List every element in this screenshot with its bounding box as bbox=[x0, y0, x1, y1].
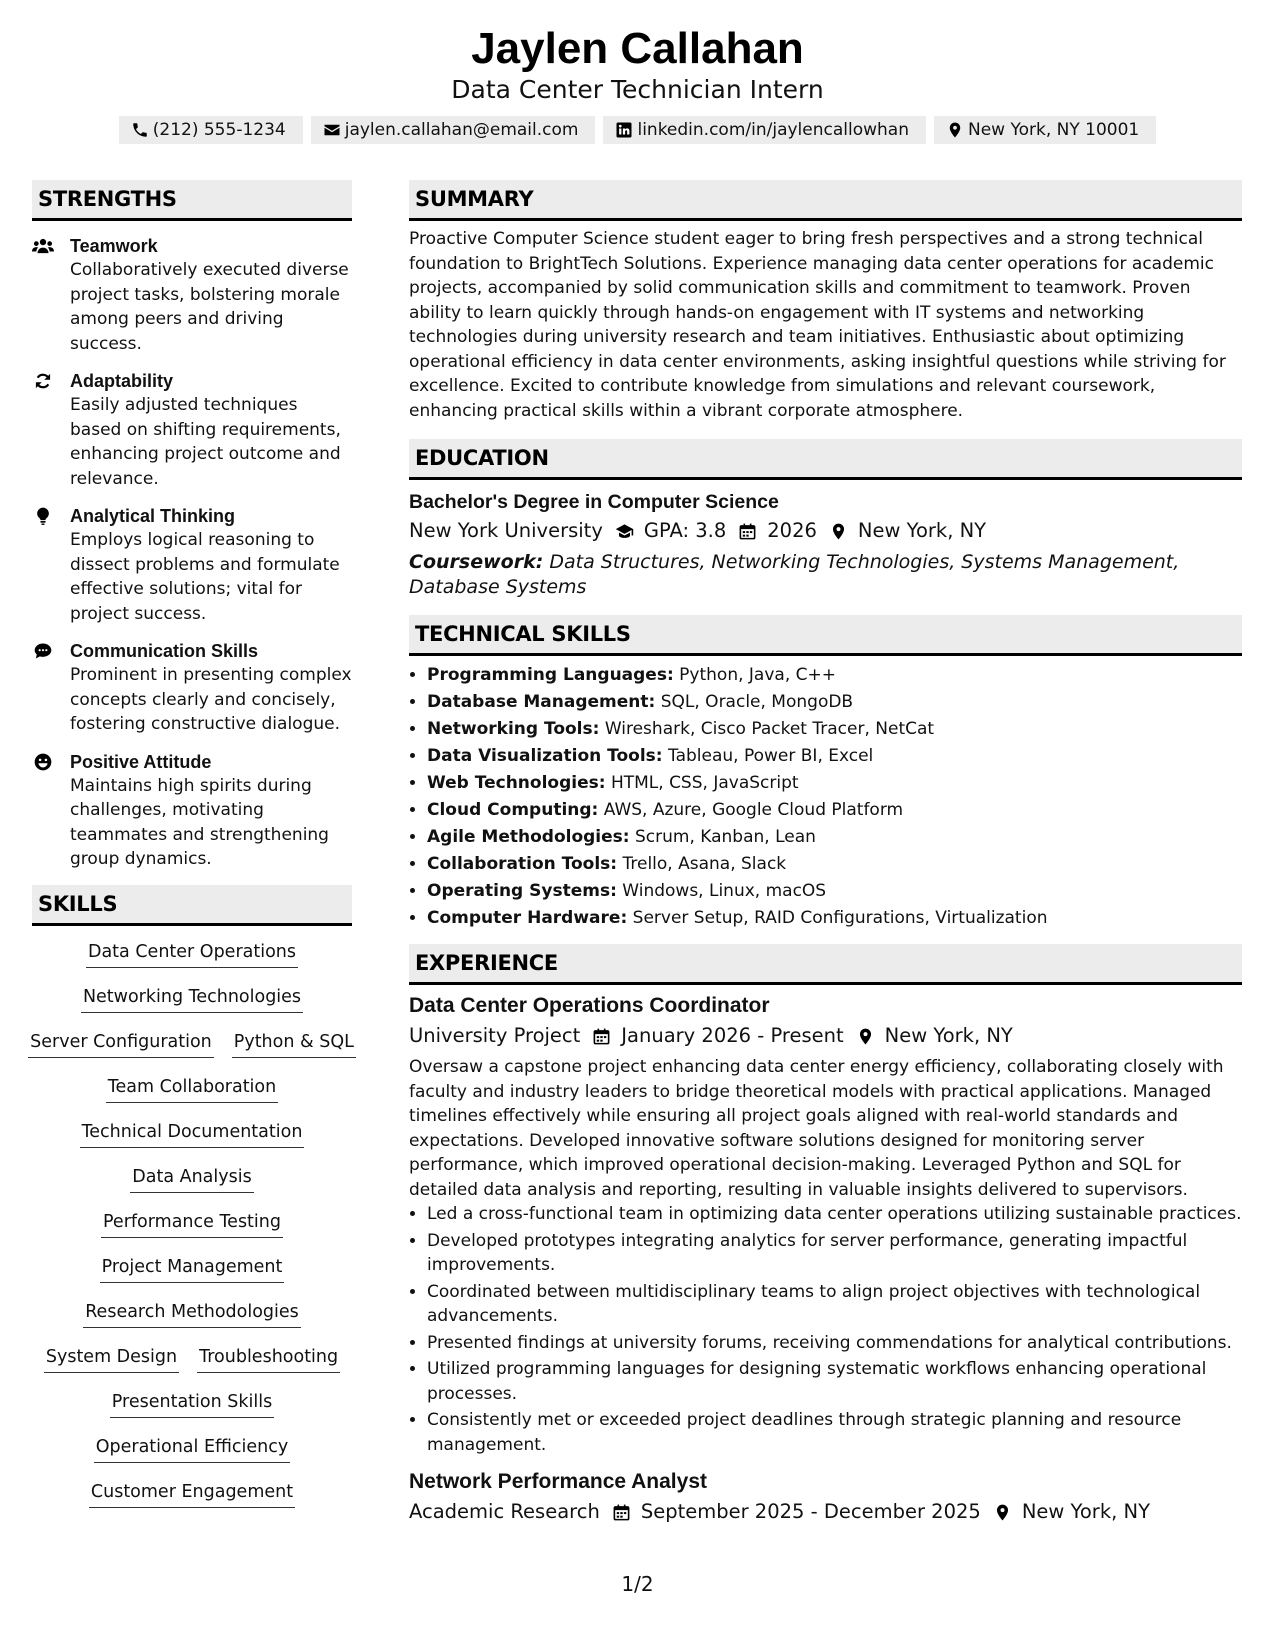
calendar-icon bbox=[612, 1503, 631, 1522]
list-item bbox=[427, 851, 1242, 878]
tech-skill-label: Agile Methodologies: bbox=[427, 827, 630, 847]
graduation-year: 2026 bbox=[767, 519, 817, 542]
refresh-icon bbox=[32, 371, 54, 391]
strength-desc: Collaboratively executed diverse project tasks, bolstering morale among peers and driving success. bbox=[70, 260, 349, 354]
envelope-icon bbox=[323, 121, 341, 139]
job-meta bbox=[409, 1021, 1242, 1051]
list-item bbox=[427, 878, 1242, 905]
job-org: Academic Research bbox=[409, 1500, 600, 1523]
skill-tag: Python & SQL bbox=[232, 1029, 356, 1058]
skills-list bbox=[32, 939, 352, 1524]
left-column bbox=[32, 180, 352, 1524]
skill-tag: Troubleshooting bbox=[197, 1344, 340, 1373]
job-bullets bbox=[409, 1202, 1242, 1457]
gpa: GPA: 3.8 bbox=[643, 519, 727, 542]
strength-title: Communication Skills bbox=[70, 641, 259, 661]
list-item bbox=[427, 689, 1242, 716]
tech-skill-value: HTML, CSS, JavaScript bbox=[610, 773, 799, 793]
map-pin-icon bbox=[856, 1027, 875, 1046]
tech-skill-value: AWS, Azure, Google Cloud Platform bbox=[603, 800, 904, 820]
skill-tag: Data Analysis bbox=[130, 1164, 253, 1193]
coursework bbox=[409, 550, 1242, 599]
list-item: • Consistently met or exceeded project deadlines through strategic planning and resource management. bbox=[427, 1408, 1242, 1457]
list-item: • Utilized programming languages for designing systematic workflows enhancing operational processes. bbox=[427, 1357, 1242, 1406]
job-description: Oversaw a capstone project enhancing data center energy efficiency, collaborating closely with faculty and industry leaders to bridge theoretical models with practical applications. Managed timelines effectively while ensuring all project goals aligned with real-world standards and expectations. Developed innovative software solutions designed for monitoring server performance, which improved operational decision-making. Leveraged Python and SQL for detailed data analysis and reporting, resulting in valuable insights delivered to supervisors. bbox=[409, 1057, 1224, 1200]
education-location: New York, NY bbox=[857, 519, 987, 542]
skill-tag: Operational Efficiency bbox=[94, 1434, 291, 1463]
tech-skill-value: Scrum, Kanban, Lean bbox=[635, 827, 816, 847]
list-item bbox=[427, 716, 1242, 743]
phone-text: (212) 555-1234 bbox=[152, 120, 286, 140]
list-item bbox=[427, 770, 1242, 797]
email-text: jaylen.callahan@email.com bbox=[344, 120, 579, 140]
skill-tag: Project Management bbox=[100, 1254, 285, 1283]
strengths-list bbox=[32, 234, 352, 872]
tech-skill-value: Windows, Linux, macOS bbox=[622, 881, 827, 901]
lightbulb-icon bbox=[32, 506, 54, 526]
linkedin-text: linkedin.com/in/jaylencallowhan bbox=[637, 120, 909, 140]
contact-phone bbox=[119, 116, 303, 144]
job-meta bbox=[409, 1497, 1242, 1527]
list-item: • Led a cross-functional team in optimizing data center operations utilizing sustainable practices. bbox=[427, 1202, 1242, 1227]
technical-skills-heading: TECHNICAL SKILLS bbox=[409, 615, 1242, 656]
summary-text: Proactive Computer Science student eager to bring fresh perspectives and a strong technical foundation to BrightTech Solutions. Experience managing data center operations for academic projects, accompanied by solid communication skills and commitment to teamwork. Proven ability to learn quickly through hands-on engagement with IT systems and networking technologies during university research and team initiatives. Enthusiastic about optimizing operational efficiency in data center environments, asking insightful questions while striving for excellence. Excited to contribute knowledge from simulations and relevant coursework, enhancing practical skills within a vibrant corporate atmosphere. bbox=[409, 229, 1226, 421]
resume-header bbox=[0, 22, 1275, 144]
tech-skill-value: Wireshark, Cisco Packet Tracer, NetCat bbox=[604, 719, 935, 739]
page-number: 1/2 bbox=[621, 1572, 654, 1596]
education-heading: EDUCATION bbox=[409, 439, 1242, 480]
skill-tag: Presentation Skills bbox=[110, 1389, 274, 1418]
calendar-icon bbox=[592, 1027, 611, 1046]
contact-location bbox=[934, 116, 1156, 144]
skill-tag: Customer Engagement bbox=[89, 1479, 295, 1508]
map-pin-icon bbox=[946, 121, 964, 139]
skills-heading: SKILLS bbox=[32, 885, 352, 926]
users-icon bbox=[32, 236, 54, 256]
list-item bbox=[427, 662, 1242, 689]
tech-skill-value: Server Setup, RAID Configurations, Virtualization bbox=[632, 908, 1048, 928]
strength-item bbox=[32, 234, 352, 356]
tech-skill-label: Operating Systems: bbox=[427, 881, 617, 901]
tech-skill-label: Programming Languages: bbox=[427, 665, 674, 685]
list-item: • Coordinated between multidisciplinary teams to align project objectives with technological advancements. bbox=[427, 1280, 1242, 1329]
strength-desc: Employs logical reasoning to dissect problems and formulate effective solutions; vital for project success. bbox=[70, 530, 340, 624]
list-item bbox=[427, 797, 1242, 824]
strength-desc: Maintains high spirits during challenges, motivating teammates and strengthening group dynamics. bbox=[70, 775, 329, 869]
experience-heading: EXPERIENCE bbox=[409, 944, 1242, 985]
technical-skills-list bbox=[409, 662, 1242, 932]
tech-skill-value: Tableau, Power BI, Excel bbox=[668, 746, 874, 766]
strength-item bbox=[32, 750, 352, 872]
strength-desc: Prominent in presenting complex concepts clearly and concisely, fostering constructive dialogue. bbox=[70, 665, 352, 734]
skill-tag: Technical Documentation bbox=[80, 1119, 305, 1148]
tech-skill-label: Networking Tools: bbox=[427, 719, 600, 739]
list-item bbox=[427, 824, 1242, 851]
skill-tag: Server Configuration bbox=[28, 1029, 214, 1058]
strengths-heading: STRENGTHS bbox=[32, 180, 352, 221]
job-org: University Project bbox=[409, 1024, 581, 1047]
map-pin-icon bbox=[993, 1503, 1012, 1522]
tech-skill-label: Collaboration Tools: bbox=[427, 854, 618, 874]
candidate-name: Jaylen Callahan bbox=[471, 24, 804, 73]
strength-title: Positive Attitude bbox=[70, 751, 212, 772]
list-item bbox=[427, 905, 1242, 932]
skill-tag: Team Collaboration bbox=[106, 1074, 278, 1103]
list-item: • Presented findings at university forums, receiving commendations for analytical contributions. bbox=[427, 1331, 1242, 1356]
contact-bar bbox=[0, 116, 1275, 144]
skill-tag: System Design bbox=[44, 1344, 179, 1373]
list-item: • Developed prototypes integrating analytics for server performance, generating impactful improvements. bbox=[427, 1229, 1242, 1278]
coursework-label: Coursework: bbox=[409, 551, 544, 573]
tech-skill-label: Database Management: bbox=[427, 692, 656, 712]
strength-desc: Easily adjusted techniques based on shifting requirements, enhancing project outcome and relevance. bbox=[70, 395, 341, 489]
smile-icon bbox=[32, 752, 54, 772]
phone-icon bbox=[131, 121, 149, 139]
calendar-icon bbox=[738, 522, 757, 541]
speech-bubble-icon bbox=[32, 641, 54, 661]
right-column bbox=[409, 180, 1242, 1527]
contact-email[interactable] bbox=[311, 116, 596, 144]
tech-skill-value: Python, Java, C++ bbox=[679, 665, 836, 685]
list-item bbox=[427, 743, 1242, 770]
tech-skill-label: Data Visualization Tools: bbox=[427, 746, 663, 766]
strength-item bbox=[32, 639, 352, 737]
graduation-cap-icon bbox=[615, 522, 634, 541]
job-location: New York, NY bbox=[1021, 1500, 1151, 1523]
education-meta bbox=[409, 516, 1242, 546]
tech-skill-label: Web Technologies: bbox=[427, 773, 606, 793]
strength-title: Adaptability bbox=[70, 371, 174, 391]
linkedin-icon bbox=[615, 121, 633, 139]
skill-tag: Research Methodologies bbox=[83, 1299, 301, 1328]
school-name: New York University bbox=[409, 519, 603, 542]
job-title: Data Center Operations Coordinator bbox=[409, 994, 770, 1017]
strength-item bbox=[32, 369, 352, 491]
skill-tag: Data Center Operations bbox=[86, 939, 298, 968]
skill-tag: Networking Technologies bbox=[81, 984, 303, 1013]
job-title: Network Performance Analyst bbox=[409, 1470, 707, 1493]
map-pin-icon bbox=[829, 522, 848, 541]
strength-title: Analytical Thinking bbox=[70, 506, 236, 526]
tech-skill-value: Trello, Asana, Slack bbox=[622, 854, 787, 874]
coursework-text: Data Structures, Networking Technologies, Systems Management, Database Systems bbox=[409, 551, 1180, 598]
contact-linkedin[interactable] bbox=[603, 116, 926, 144]
candidate-role: Data Center Technician Intern bbox=[451, 75, 824, 104]
skill-tag: Performance Testing bbox=[101, 1209, 283, 1238]
tech-skill-label: Computer Hardware: bbox=[427, 908, 628, 928]
job-location: New York, NY bbox=[884, 1024, 1013, 1047]
job-dates: September 2025 - December 2025 bbox=[640, 1500, 981, 1523]
degree-title: Bachelor's Degree in Computer Science bbox=[409, 491, 779, 513]
tech-skill-value: SQL, Oracle, MongoDB bbox=[660, 692, 854, 712]
job-dates: January 2026 - Present bbox=[621, 1024, 844, 1047]
strength-title: Teamwork bbox=[70, 236, 158, 256]
tech-skill-label: Cloud Computing: bbox=[427, 800, 599, 820]
location-text: New York, NY 10001 bbox=[967, 120, 1140, 140]
summary-heading: SUMMARY bbox=[409, 180, 1242, 221]
strength-item bbox=[32, 504, 352, 626]
